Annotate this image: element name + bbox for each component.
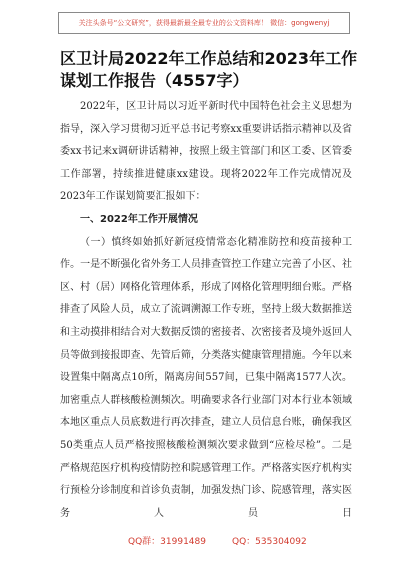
footer-qq-contact: QQ：535304092	[232, 537, 307, 547]
document-body	[60, 96, 352, 525]
body-paragraph: （一）慎终如始抓好新冠疫情常态化精准防控和疫苗接种工作。一是不断强化省外务工人员排查管控工作建立完善了小区、社区、村（居）网格化管理体系，形成了网格化管理明细台账。严格排查了风险人员，成立了流调溯源工作专班，坚持上级大数据推送和主动摸排相结合对大数据反馈的密接者、次密接者及境外返回人员等做到接报即查、先管后筛，分类落实健康管理措施。今年以来设置集中隔离点10所，隔离房间557间，已集中隔离1577人次。加密重点人群核酸检测频次。明确要求各行业部门对本行业本领域本地区重点人员底数进行再次排查，建立人员信息台账，确保我区50类重点人员严格按照核酸检测频次要求做到“应检尽检”。二是严格规范医疗机构疫情防控和院感管理工作。严格落实医疗机构实行预检分诊制度和首诊负责制，加强发热门诊、院感管理，落实医务人员日	[60, 236, 352, 519]
footer-qq-group: QQ群：31991489	[128, 537, 206, 547]
document-title: 区卫计局2022年工作总结和2023年工作谋划工作报告（4557字）	[60, 49, 358, 90]
section-heading: 一、2022年工作开展情况	[80, 213, 198, 225]
promo-banner-text: 关注头条号“公文研究”，获得最新最全最专业的公文资料库！ 微信：gongwenyj	[78, 19, 330, 27]
intro-paragraph: 2022年，区卫计局以习近平新时代中国特色社会主义思想为指导，深入学习贯彻习近平总书记考察xx重要讲话指示精神以及省委xx书记来x调研讲话精神，按照上级主管部门和区工委、区管委工作部署，持续推进健康xx建设。现将2022年工作完成情况及2023年工作谋划简要汇报如下：	[60, 101, 352, 203]
promo-banner	[58, 12, 350, 34]
